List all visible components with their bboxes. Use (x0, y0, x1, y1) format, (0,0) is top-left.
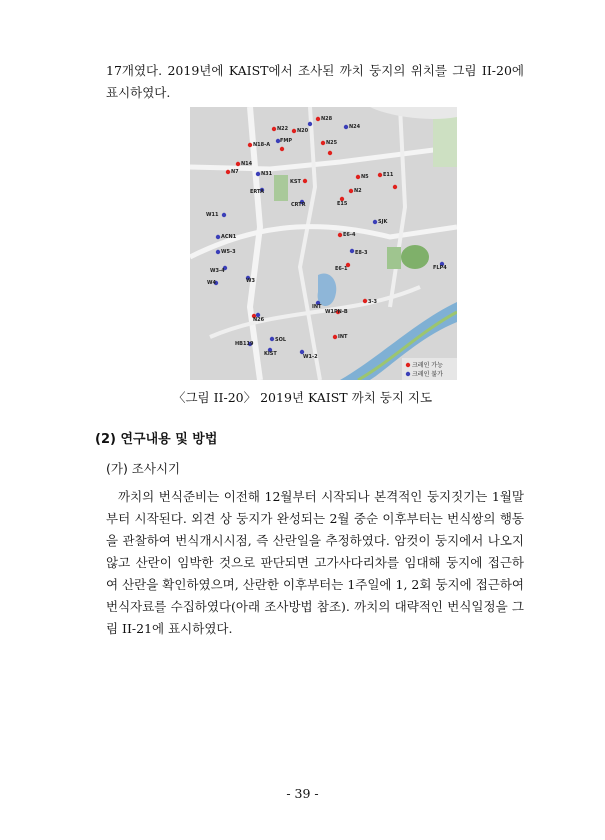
nest-label: E15 (337, 201, 348, 207)
nest-label: ERTA (250, 189, 264, 195)
nest-unavailable-marker (308, 122, 312, 126)
nest-label: 3-3 (368, 299, 378, 305)
green-area (387, 247, 401, 269)
nest-label: W3-4 (210, 268, 225, 274)
nest-label: N22 (277, 126, 289, 132)
nest-available-marker (321, 141, 325, 145)
figure-caption: 〈그림 II-20〉 2019년 KAIST 까치 둥지 지도 (172, 390, 433, 405)
nest-label: N7 (231, 169, 239, 175)
nest-unavailable-marker (222, 213, 226, 217)
nest-available-marker (338, 233, 342, 237)
nest-available-marker (236, 162, 240, 166)
nest-label: INT (338, 334, 348, 340)
nest-unavailable-marker (350, 249, 354, 253)
nest-label: N25 (326, 140, 338, 146)
nest-available-marker (356, 175, 360, 179)
nest-available-marker (333, 335, 337, 339)
legend-available-marker (406, 363, 410, 367)
nest-label: W3 (246, 278, 255, 284)
nest-unavailable-marker (270, 337, 274, 341)
nest-label: SJK (378, 219, 388, 225)
nest-label: FMP (280, 138, 293, 144)
nest-label: SOL (275, 337, 287, 343)
green-area (274, 175, 288, 201)
map-legend (402, 358, 457, 380)
nest-available-marker (226, 170, 230, 174)
nest-label: FLP4 (433, 265, 447, 271)
nest-label: ACN1 (221, 234, 237, 240)
body-paragraph (106, 486, 524, 640)
nest-available-marker (349, 189, 353, 193)
nest-available-marker (248, 143, 252, 147)
body-text: 까치의 번식준비는 이전해 12월부터 시작되나 본격적인 둥지짓기는 1월말부터 시작된다. 외견 상 둥지가 완성되는 2월 중순 이후부터는 번식쌍의 행동을 관찰하여 번식개시시점, 즉 산란일을 추정하였다. 암컷이 둥지에서 나오지 않고 산란이 임박한 것으로 판단되면 고가사다리차를 임대해 둥지에 접근하여 산란을 확인하였으며, 산란한 이후부터는 1주일에 1, 2회 둥지에 접근하여 번식자료를 수집하였다(아래 조사방법 참조). 까치의 대략적인 번식일정을 그림 II-21에 표시하였다. (106, 489, 524, 636)
nest-unavailable-marker (344, 125, 348, 129)
nest-available-marker (363, 299, 367, 303)
nest-label: W1PN-B (325, 309, 348, 315)
nest-label: N5 (361, 174, 369, 180)
nest-available-marker (303, 179, 307, 183)
legend-unavailable-label: 크레인 불가 (412, 371, 443, 378)
sub-heading: (가) 조사시기 (106, 461, 181, 476)
nest-label: N18-A (253, 142, 271, 148)
nest-label: INT (312, 304, 322, 310)
intro-paragraph: 17개였다. 2019년에 KAIST에서 조사된 까치 둥지의 위치를 그림 II-20에 표시하였다. (106, 63, 524, 100)
nest-label: KST (290, 179, 301, 185)
nest-available-marker (378, 173, 382, 177)
nest-label: W1-2 (303, 354, 318, 360)
nest-label: N31 (261, 171, 273, 177)
nest-label: CRTR (291, 202, 306, 208)
section-heading: (2) 연구내용 및 방법 (95, 432, 218, 447)
kaist-nest-map (190, 107, 457, 380)
nest-label: E8-3 (355, 250, 368, 256)
nest-unavailable-marker (216, 250, 220, 254)
nest-label: W4 (207, 280, 216, 286)
nest-label: N2 (354, 188, 362, 194)
nest-label: N26 (253, 317, 265, 323)
nest-label: N28 (321, 116, 333, 122)
legend-available-label: 크레인 가능 (412, 362, 443, 369)
nest-label: N14 (241, 161, 253, 167)
nest-label: E6-1 (335, 266, 348, 272)
nest-unavailable-marker (373, 220, 377, 224)
nest-label: W11 (206, 212, 219, 218)
nest-available-marker (292, 129, 296, 133)
stadium (401, 245, 429, 269)
nest-available-marker (280, 147, 284, 151)
nest-available-marker (272, 127, 276, 131)
nest-label: E6-4 (343, 232, 356, 238)
nest-available-marker (316, 117, 320, 121)
nest-label: N24 (349, 124, 361, 130)
nest-available-marker (393, 185, 397, 189)
nest-label: N20 (297, 128, 309, 134)
nest-label: KIST (264, 351, 277, 357)
nest-available-marker (328, 151, 332, 155)
nest-unavailable-marker (216, 235, 220, 239)
page-number: - 39 - (286, 786, 319, 801)
nest-label: E11 (383, 172, 394, 178)
nest-unavailable-marker (256, 172, 260, 176)
legend-unavailable-marker (406, 372, 410, 376)
map-svg (190, 107, 457, 380)
nest-label: W5-3 (221, 249, 236, 255)
nest-label: HB119 (235, 341, 254, 347)
